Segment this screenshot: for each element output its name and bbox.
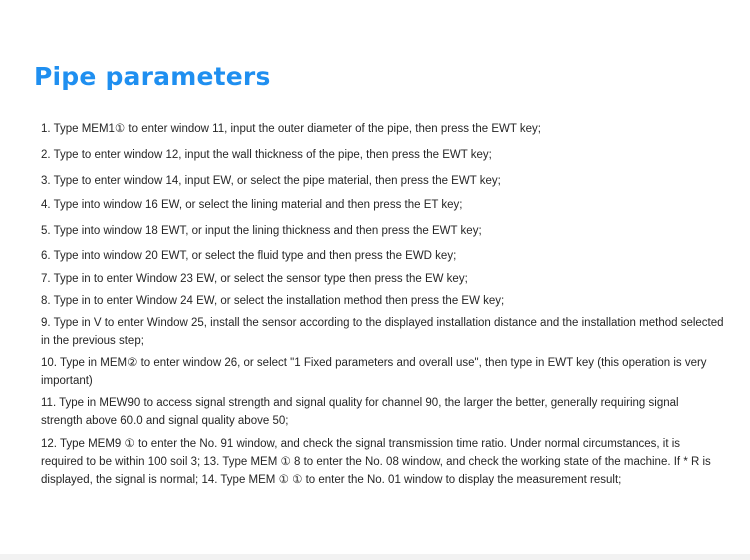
instruction-step-8: 8. Type in to enter Window 24 EW, or select the installation method then press the EW key; [41, 295, 505, 307]
instruction-step-12: 12. Type MEM9 ① to enter the No. 91 window, and check the signal transmission time ratio. Under normal circumstances, it is required to be within 100 soil 3; 13. Type MEM ① 8 to enter the No. 08 window, and check the working state of the machine. If * R is displayed, the signal is normal; 14. Type MEM ① ① to enter the No. 01 window to display the measurement result; [41, 438, 711, 486]
instruction-step-7: 7. Type in to enter Window 23 EW, or select the sensor type then press the EW key; [41, 273, 468, 285]
instruction-step-6: 6. Type into window 20 EWT, or select the fluid type and then press the EWD key; [41, 250, 457, 262]
instruction-step-5: 5. Type into window 18 EWT, or input the lining thickness and then press the EWT key; [41, 225, 482, 237]
instruction-step-3: 3. Type to enter window 14, input EW, or select the pipe material, then press the EWT key; [41, 175, 501, 187]
instruction-step-2: 2. Type to enter window 12, input the wall thickness of the pipe, then press the EWT key; [41, 149, 492, 161]
instruction-list [41, 120, 731, 489]
bottom-divider [0, 554, 750, 560]
instruction-step-4: 4. Type into window 16 EW, or select the lining material and then press the ET key; [41, 199, 463, 211]
instruction-step-11: 11. Type in MEW90 to access signal strength and signal quality for channel 90, the larger the better, generally requiring signal strength above 60.0 and signal quality above 50; [41, 397, 679, 427]
page-title: Pipe parameters [34, 62, 271, 91]
instruction-step-1: 1. Type MEM1① to enter window 11, input the outer diameter of the pipe, then press the EWT key; [41, 123, 541, 135]
instruction-step-10: 10. Type in MEM② to enter window 26, or select "1 Fixed parameters and overall use", then type in EWT key (this operation is very important) [41, 357, 707, 387]
instruction-step-9: 9. Type in V to enter Window 25, install the sensor according to the displayed installation distance and the installation method selected in the previous step; [41, 317, 724, 347]
